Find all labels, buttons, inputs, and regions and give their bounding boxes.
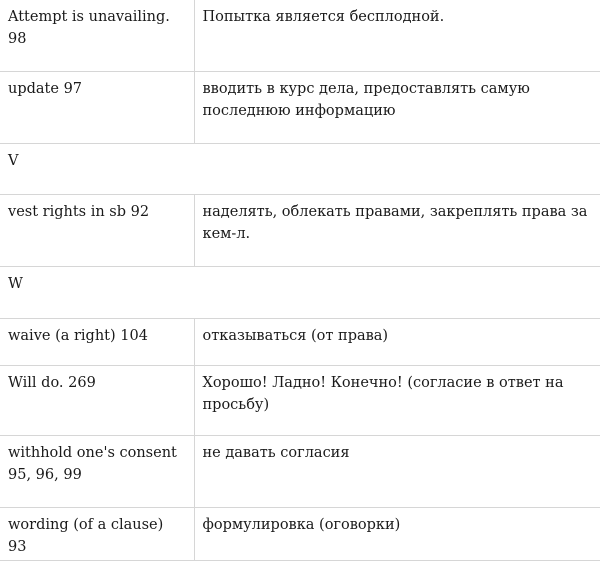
translation-cell: формулировка (оговорки) [194,507,600,560]
translation-cell: Хорошо! Ладно! Конечно! (согласие в ответ на просьбу) [194,365,600,435]
table-row [0,365,600,435]
translation-cell: отказываться (от права) [194,318,600,365]
term-cell: wording (of a clause) 93 [0,507,194,560]
term-cell: waive (a right) 104 [0,318,194,365]
section-letter: V [0,143,600,194]
term-cell: Will do. 269 [0,365,194,435]
section-letter-row [0,266,600,318]
translation-cell: наделять, облекать правами, закреплять права за кем-л. [194,194,600,266]
section-letter-row [0,143,600,194]
section-letter: W [0,266,600,318]
term-cell: withhold one's consent 95, 96, 99 [0,435,194,507]
translation-cell: Попытка является бесплодной. [194,0,600,71]
table-row [0,507,600,560]
translation-cell: вводить в курс дела, предоставлять самую последнюю информацию [194,71,600,143]
table-row [0,318,600,365]
table-row [0,435,600,507]
table-row [0,194,600,266]
term-cell: vest rights in sb 92 [0,194,194,266]
table-row [0,71,600,143]
table-row [0,0,600,71]
term-cell: Attempt is unavailing. 98 [0,0,194,71]
term-cell: update 97 [0,71,194,143]
translation-cell: не давать согласия [194,435,600,507]
